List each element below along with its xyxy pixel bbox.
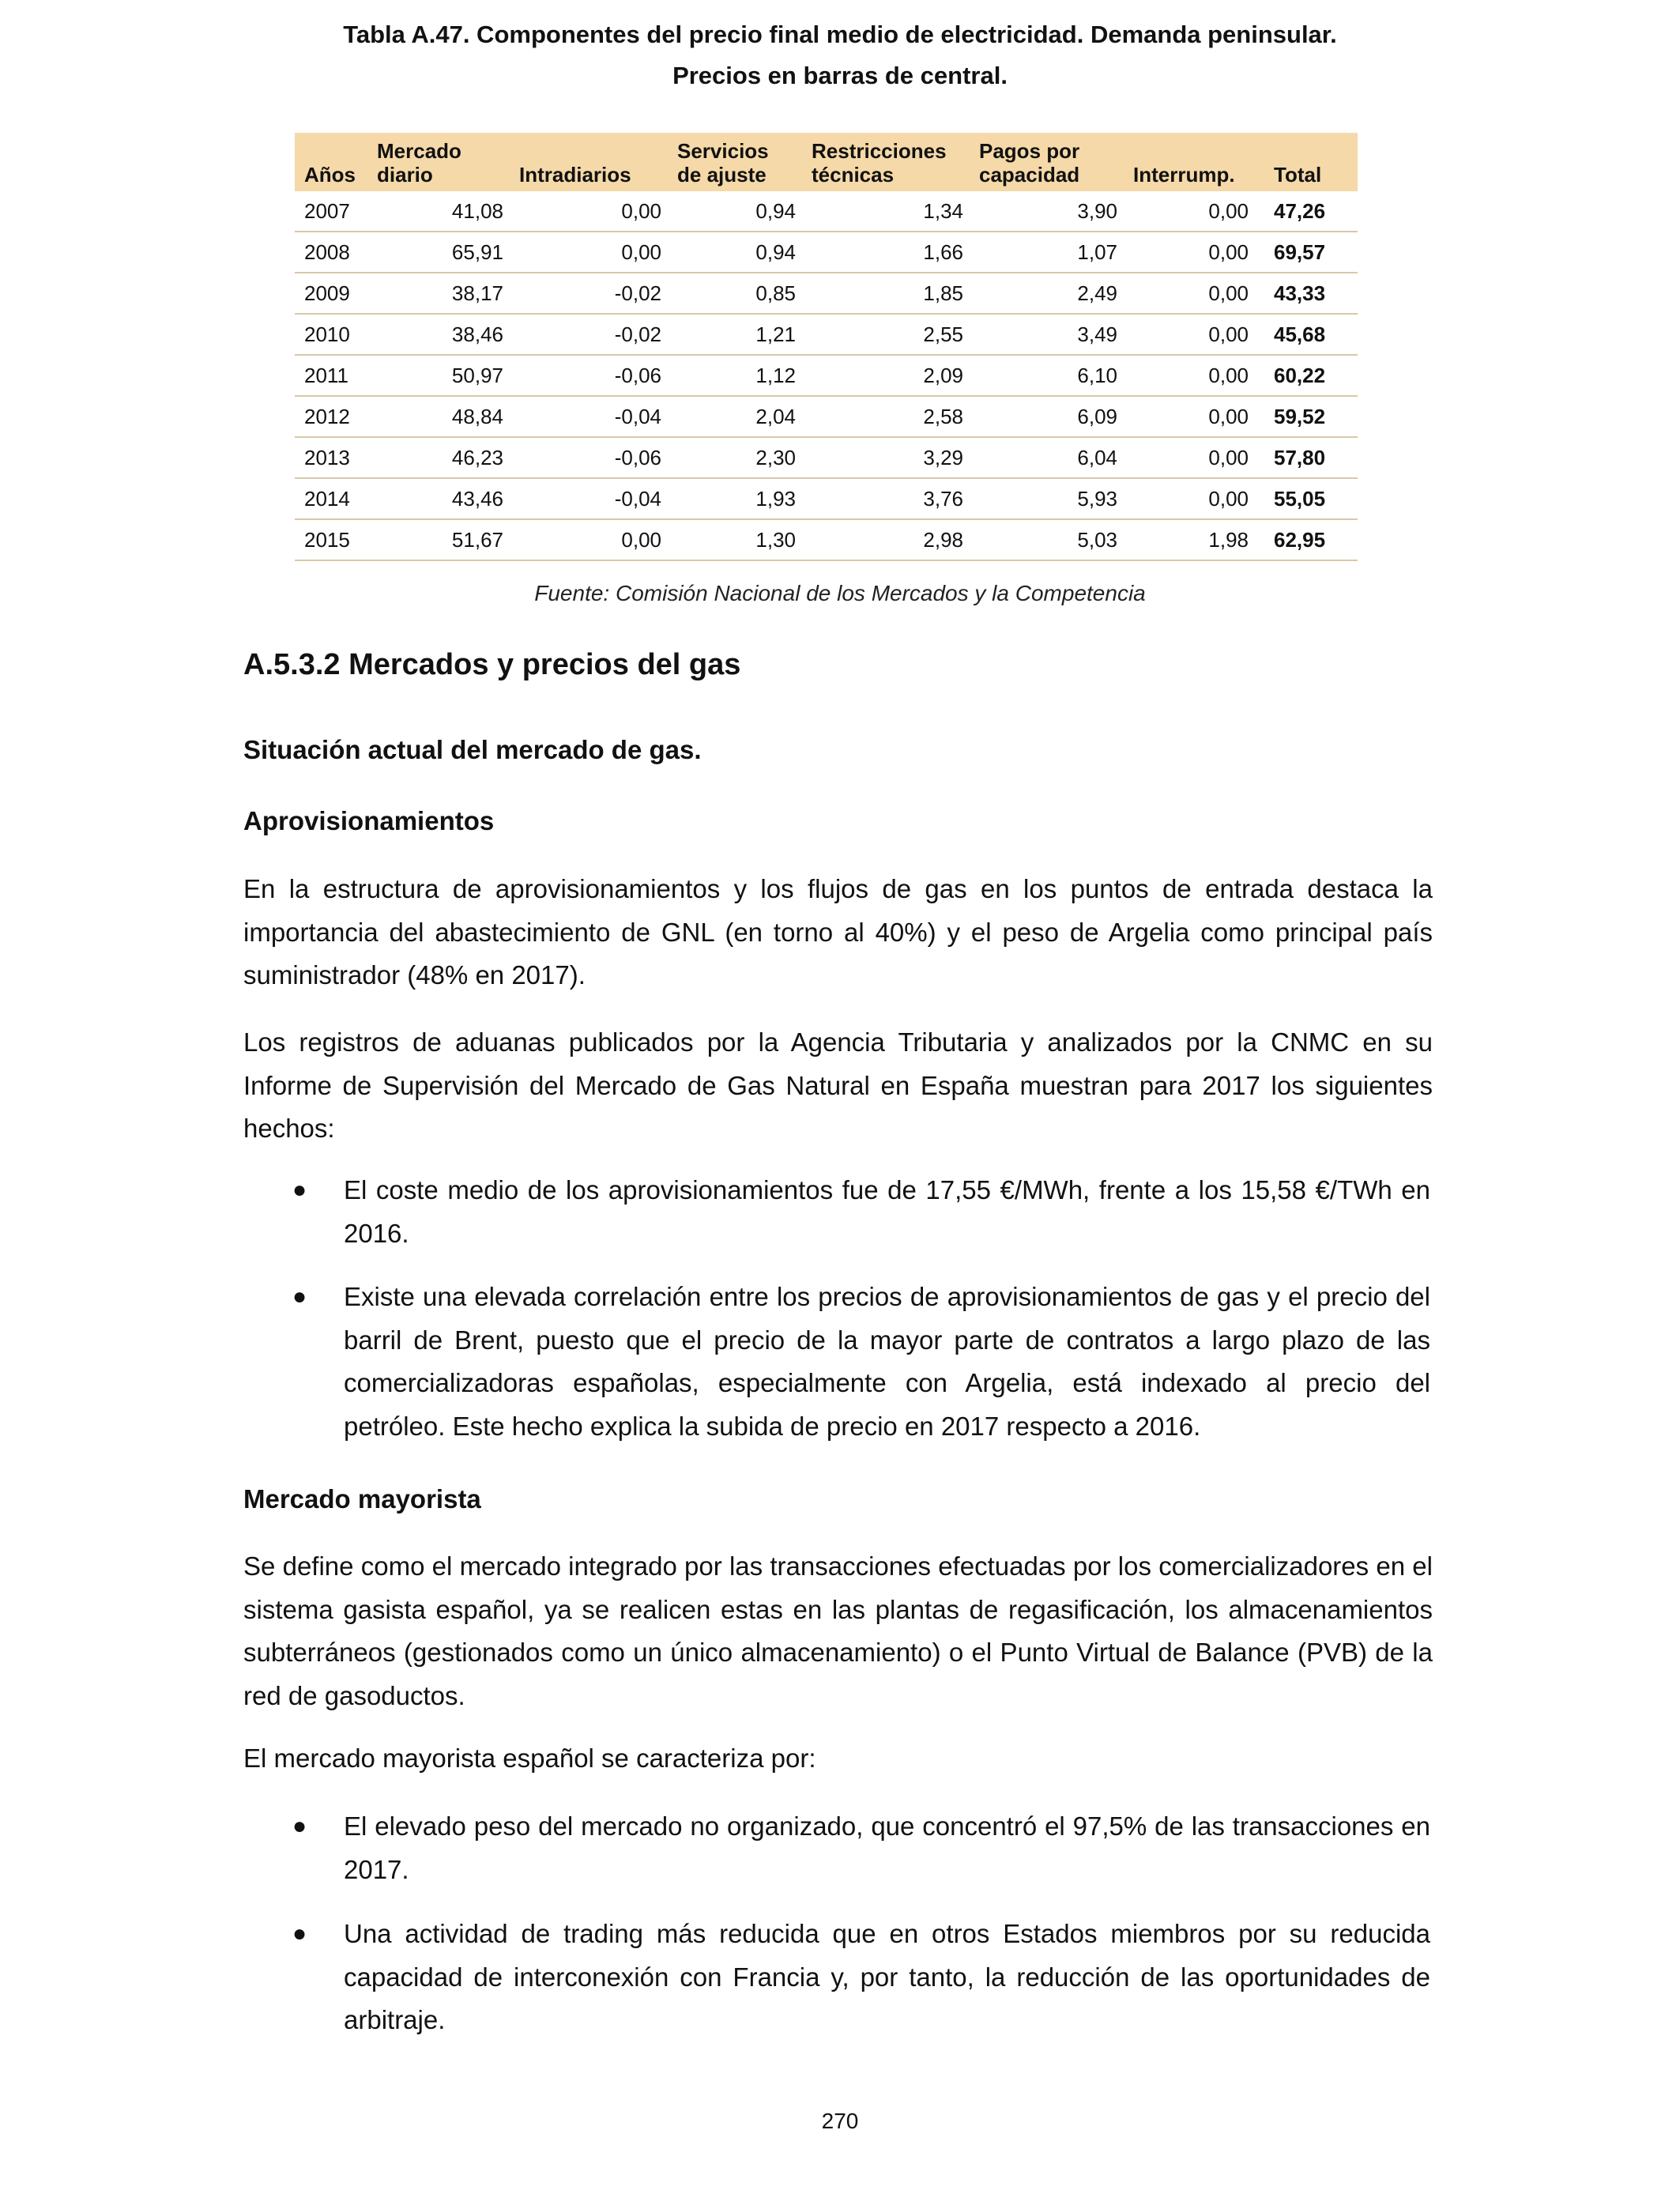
value-cell: 0,00: [1124, 478, 1255, 519]
value-cell: 0,00: [510, 519, 668, 560]
value-cell: 6,09: [970, 396, 1124, 437]
value-cell: 2,58: [802, 396, 970, 437]
year-cell: 2014: [295, 478, 367, 519]
price-components-table: [295, 133, 1358, 561]
value-cell: 1,21: [668, 314, 802, 355]
header-line1: Pagos por: [979, 139, 1080, 163]
value-cell: 0,00: [510, 191, 668, 232]
value-cell: 1,30: [668, 519, 802, 560]
value-cell: 1,85: [802, 273, 970, 314]
value-cell: 2,04: [668, 396, 802, 437]
bullet-dot-icon: ●: [292, 1921, 307, 1947]
paragraph-1: En la estructura de aprovisionamientos y los flujos de gas en los puntos de entrada destaca la importancia del abastecimiento de GNL (en torno al 40%) y el peso de Argelia como principal país suministrador (48% en 2017).: [243, 874, 1433, 990]
total-cell: 69,57: [1255, 232, 1358, 273]
year-cell: 2015: [295, 519, 367, 560]
table-row: [295, 478, 1358, 519]
table-caption-line2: Precios en barras de central.: [672, 62, 1008, 89]
total-cell: 62,95: [1255, 519, 1358, 560]
value-cell: 2,98: [802, 519, 970, 560]
value-cell: 2,30: [668, 437, 802, 478]
value-cell: 3,76: [802, 478, 970, 519]
value-cell: 51,67: [367, 519, 510, 560]
bullet-dot-icon: ●: [292, 1813, 307, 1839]
table-header-cell: [802, 133, 970, 191]
subheading-situacion: Situación actual del mercado de gas.: [243, 735, 702, 764]
value-cell: 46,23: [367, 437, 510, 478]
value-cell: -0,04: [510, 396, 668, 437]
paragraph-3: Se define como el mercado integrado por las transacciones efectuadas por los comercializadores en el sistema gasista español, ya se realicen estas en las plantas de regasificación, los almacenamientos subterráneos (gestionados como un único almacenamiento) o el Punto Virtual de Balance (PVB) de la red de gasoductos.: [243, 1551, 1433, 1710]
total-cell: 57,80: [1255, 437, 1358, 478]
header-line2: técnicas: [812, 163, 895, 187]
value-cell: 0,00: [1124, 396, 1255, 437]
value-cell: 1,93: [668, 478, 802, 519]
bullet-text: El elevado peso del mercado no organizado, que concentró el 97,5% de las transacciones en 2017.: [344, 1811, 1430, 1884]
value-cell: 0,00: [1124, 355, 1255, 396]
value-cell: 38,17: [367, 273, 510, 314]
header-line1: Restricciones: [812, 139, 947, 163]
value-cell: 0,00: [1124, 232, 1255, 273]
value-cell: -0,06: [510, 437, 668, 478]
table-caption: [237, 14, 1443, 96]
total-cell: 47,26: [1255, 191, 1358, 232]
header-line1: Servicios: [677, 139, 769, 163]
table-row: [295, 314, 1358, 355]
value-cell: 1,07: [970, 232, 1124, 273]
value-cell: 1,34: [802, 191, 970, 232]
header-line1: [519, 139, 663, 163]
table-row: [295, 191, 1358, 232]
table-row: [295, 519, 1358, 560]
value-cell: 0,00: [510, 232, 668, 273]
value-cell: 50,97: [367, 355, 510, 396]
table-row: [295, 437, 1358, 478]
value-cell: -0,06: [510, 355, 668, 396]
table-header-row: [295, 133, 1358, 191]
value-cell: 6,10: [970, 355, 1124, 396]
total-cell: 60,22: [1255, 355, 1358, 396]
year-cell: 2008: [295, 232, 367, 273]
bullet-text: El coste medio de los aprovisionamientos fue de 17,55 €/MWh, frente a los 15,58 €/TWh en 2016.: [344, 1175, 1430, 1248]
subheading-mayorista: Mercado mayorista: [243, 1484, 481, 1514]
header-line1: [1133, 139, 1250, 163]
header-line1: Mercado: [377, 139, 461, 163]
bullet-text: Existe una elevada correlación entre los precios de aprovisionamientos de gas y el precio del barril de Brent, puesto que el precio de la mayor parte de contratos a largo plazo de las comercializadoras españolas, especialmente con Argelia, está indexado al precio del petróleo. Este hecho explica la subida de precio en 2017 respecto a 2016.: [344, 1282, 1430, 1441]
value-cell: 0,94: [668, 191, 802, 232]
year-cell: 2011: [295, 355, 367, 396]
year-cell: 2010: [295, 314, 367, 355]
value-cell: 41,08: [367, 191, 510, 232]
table-header-cell: [510, 133, 668, 191]
value-cell: 3,90: [970, 191, 1124, 232]
value-cell: 0,00: [1124, 314, 1255, 355]
value-cell: 0,00: [1124, 191, 1255, 232]
value-cell: 0,00: [1124, 437, 1255, 478]
table-row: [295, 355, 1358, 396]
bullet-dot-icon: ●: [292, 1284, 307, 1310]
table-caption-line1: Tabla A.47. Componentes del precio final medio de electricidad. Demanda peninsular.: [343, 21, 1337, 48]
value-cell: 48,84: [367, 396, 510, 437]
header-line2: diario: [377, 163, 433, 187]
value-cell: 2,55: [802, 314, 970, 355]
table-header-cell: [295, 133, 367, 191]
value-cell: 0,00: [1124, 273, 1255, 314]
value-cell: -0,02: [510, 314, 668, 355]
table-source: Fuente: Comisión Nacional de los Mercados y la Competencia: [534, 581, 1146, 605]
value-cell: 2,09: [802, 355, 970, 396]
value-cell: 1,98: [1124, 519, 1255, 560]
value-cell: 1,66: [802, 232, 970, 273]
subheading-aprovisionamientos: Aprovisionamientos: [243, 806, 495, 835]
table-header-cell: [970, 133, 1124, 191]
total-cell: 55,05: [1255, 478, 1358, 519]
total-cell: 43,33: [1255, 273, 1358, 314]
value-cell: 1,12: [668, 355, 802, 396]
year-cell: 2009: [295, 273, 367, 314]
section-heading: A.5.3.2 Mercados y precios del gas: [243, 648, 741, 681]
table-header-cell: [1124, 133, 1255, 191]
header-line2: de ajuste: [677, 163, 767, 187]
value-cell: 3,49: [970, 314, 1124, 355]
value-cell: 65,91: [367, 232, 510, 273]
page-number: 270: [821, 2109, 859, 2133]
header-line2: capacidad: [979, 163, 1080, 187]
value-cell: 38,46: [367, 314, 510, 355]
table-header-cell: [367, 133, 510, 191]
bullet-text: Una actividad de trading más reducida que en otros Estados miembros por su reducida capacidad de interconexión con Francia y, por tanto, la reducción de las oportunidades de arbitraje.: [344, 1919, 1430, 2034]
value-cell: -0,02: [510, 273, 668, 314]
value-cell: 2,49: [970, 273, 1124, 314]
table-row: [295, 396, 1358, 437]
value-cell: 0,94: [668, 232, 802, 273]
paragraph-4: El mercado mayorista español se caracteriza por:: [243, 1744, 816, 1773]
table-header-cell: [1255, 133, 1358, 191]
value-cell: 5,03: [970, 519, 1124, 560]
table-row: [295, 232, 1358, 273]
value-cell: 0,85: [668, 273, 802, 314]
value-cell: 43,46: [367, 478, 510, 519]
paragraph-2: Los registros de aduanas publicados por la Agencia Tributaria y analizados por la CNMC en su Informe de Supervisión del Mercado de Gas Natural en España muestran para 2017 los siguientes hechos:: [243, 1027, 1433, 1143]
header-line2: Interrump.: [1133, 163, 1235, 187]
table-row: [295, 273, 1358, 314]
total-cell: 59,52: [1255, 396, 1358, 437]
value-cell: 6,04: [970, 437, 1124, 478]
header-line2: Intradiarios: [519, 163, 631, 187]
value-cell: 5,93: [970, 478, 1124, 519]
header-line1: [304, 139, 363, 163]
bullet-dot-icon: ●: [292, 1177, 307, 1203]
header-line1: [1274, 139, 1353, 163]
year-cell: 2013: [295, 437, 367, 478]
year-cell: 2007: [295, 191, 367, 232]
header-line2: Total: [1274, 163, 1322, 187]
table-header-cell: [668, 133, 802, 191]
year-cell: 2012: [295, 396, 367, 437]
table-body: [295, 191, 1358, 560]
total-cell: 45,68: [1255, 314, 1358, 355]
value-cell: 3,29: [802, 437, 970, 478]
header-line2: Años: [304, 163, 356, 187]
value-cell: -0,04: [510, 478, 668, 519]
